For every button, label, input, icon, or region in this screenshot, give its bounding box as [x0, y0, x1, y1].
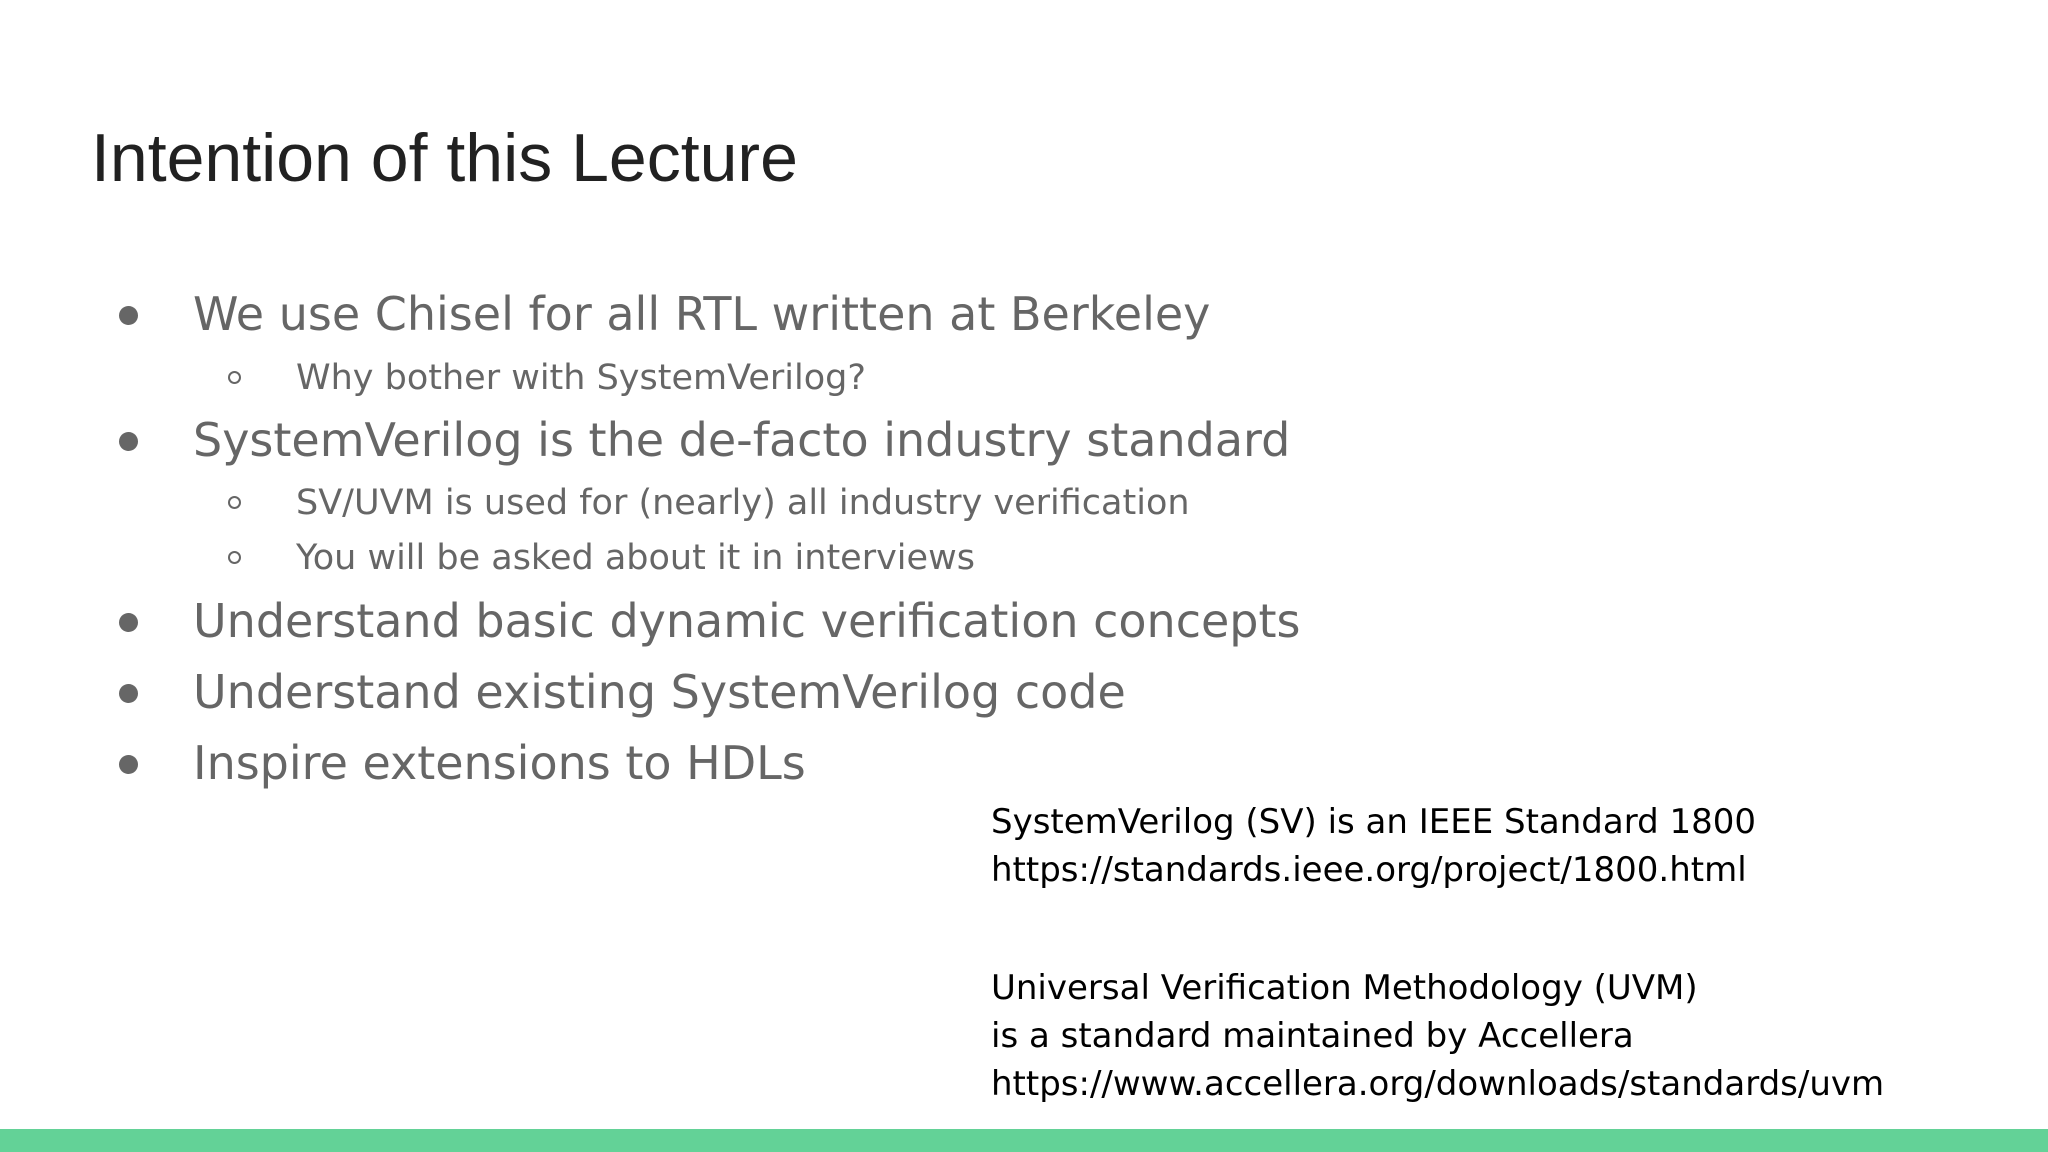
bullet-item	[193, 286, 1210, 342]
hollow-bullet-icon	[228, 496, 241, 509]
slide-title: Intention of this Lecture	[91, 120, 798, 196]
bullet-item	[193, 412, 1290, 468]
uvm-note-line: Universal Verification Methodology (UVM)	[991, 968, 1698, 1008]
bullet-text: Inspire extensions to HDLs	[193, 736, 806, 790]
sv-link[interactable]: https://standards.ieee.org/project/1800.html	[991, 850, 1747, 890]
bullet-item	[193, 735, 806, 791]
sub-bullet-text: Why bother with SystemVerilog?	[296, 358, 866, 398]
filled-bullet-icon	[119, 432, 138, 451]
bullet-item	[193, 664, 1126, 720]
bullet-text: Understand basic dynamic verification concepts	[193, 594, 1301, 648]
bullet-text: SystemVerilog is the de-facto industry standard	[193, 413, 1291, 467]
uvm-link[interactable]: https://www.accellera.org/downloads/standards/uvm	[991, 1064, 1885, 1104]
sub-bullet-item	[296, 356, 866, 400]
hollow-bullet-icon	[228, 371, 241, 384]
filled-bullet-icon	[119, 684, 138, 703]
filled-bullet-icon	[119, 306, 138, 325]
sub-bullet-item	[296, 536, 975, 580]
uvm-note-line: is a standard maintained by Accellera	[991, 1016, 1634, 1056]
hollow-bullet-icon	[228, 551, 241, 564]
sub-bullet-text: You will be asked about it in interviews	[296, 538, 975, 578]
filled-bullet-icon	[119, 755, 138, 774]
filled-bullet-icon	[119, 613, 138, 632]
sv-note-line: SystemVerilog (SV) is an IEEE Standard 1800	[991, 802, 1757, 842]
footer-accent-bar	[0, 1129, 2048, 1152]
sub-bullet-item	[296, 481, 1190, 525]
bullet-item	[193, 593, 1301, 649]
bullet-text: Understand existing SystemVerilog code	[193, 665, 1126, 719]
bullet-text: We use Chisel for all RTL written at Berkeley	[193, 287, 1211, 341]
sub-bullet-text: SV/UVM is used for (nearly) all industry verification	[296, 483, 1190, 523]
